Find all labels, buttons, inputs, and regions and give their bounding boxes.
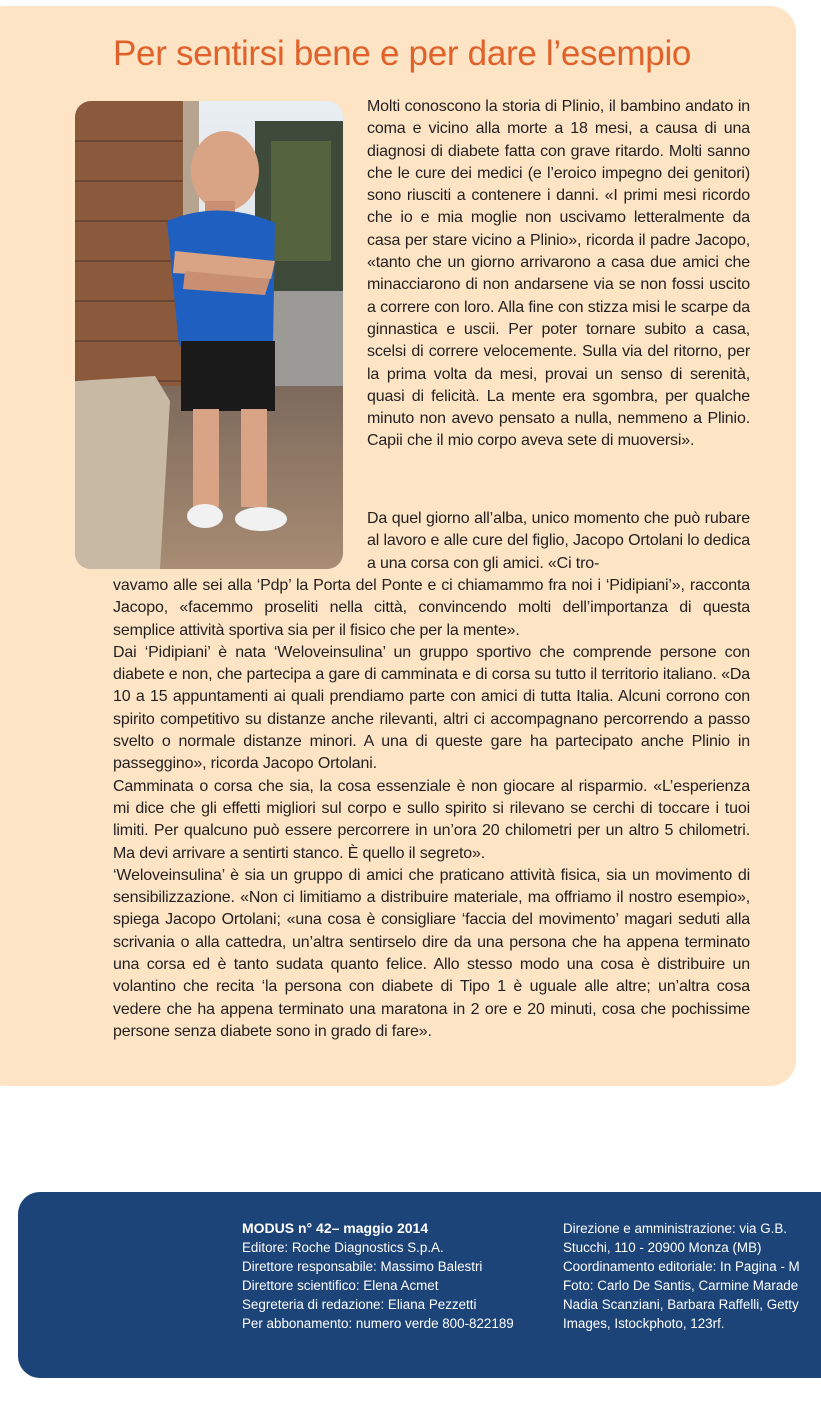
colophon-line: Segreteria di redazione: Eliana Pezzetti — [242, 1297, 477, 1312]
colophon-line: Editore: Roche Diagnostics S.p.A. — [242, 1240, 444, 1255]
colophon-column-left — [242, 1219, 557, 1333]
colophon-line: Direttore responsabile: Massimo Balestri — [242, 1259, 483, 1274]
colophon-line: Stucchi, 110 - 20900 Monza (MB) — [563, 1240, 762, 1255]
colophon-line: Nadia Scanziani, Barbara Raffelli, Getty — [563, 1297, 799, 1312]
article-paragraph: ‘Weloveinsulina’ è sia un gruppo di amici che praticano attività fisica, sia un movimento di sensibilizzazione. «Non ci limitiamo a distribuire materiale, ma offriamo il nostro esempio», spiega Jacopo Ortolani; «una cosa è consigliare ‘faccia del movimento’ magari seduti alla scrivania o alla cattedra, un’altra sentirselo dire da una persona che ha appena terminato una corsa ed è tanto sudata quanto felice. Allo stesso modo una cosa è distribuire un volantino che recita ‘la persona con diabete di Tipo 1 è uguale alle altre; un’altra cosa vedere che ha appena terminato una maratona in 2 ore e 20 minuti, cosa che pochissime persone senza diabete sono in grado di fare». — [113, 866, 750, 1040]
article-paragraph: Camminata o corsa che sia, la cosa essenziale è non giocare al risparmio. «L’esperienza mi dice che gli effetti migliori sul corpo e sullo spirito si rilevano se cerchi di toccare i tuoi limiti. Per qualcuno può essere percorrere in un’ora 20 chilometri per un altro 5 chilometri. Ma devi arrivare a sentirti stanco. È quello il segreto». — [113, 777, 750, 862]
colophon-line: Per abbonamento: numero verde 800-822189 — [242, 1316, 514, 1331]
article-paragraph: Dai ‘Pidipiani’ è nata ‘Weloveinsulina’ un gruppo sportivo che comprende persone con diabete e non, che partecipa a gare di camminata e di corsa su tutto il territorio italiano. «Da 10 a 15 appuntamenti ai quali prendiamo parte con amici di tutta Italia. Alcuni corrono con spirito competitivo su distanze anche rilevanti, altri ci accompagnano percorrendo a passo svelto o normale distanze minori. A una di queste gare ha partecipato anche Plinio in passeggino», ricorda Jacopo Ortolani. — [113, 643, 750, 773]
article-photo — [75, 101, 343, 569]
colophon-line: Images, Istockphoto, 123rf. — [563, 1316, 725, 1331]
colophon-line: Coordinamento editoriale: In Pagina - M — [563, 1259, 800, 1274]
article-title: Per sentirsi bene e per dare l’esempio — [113, 34, 692, 73]
colophon-line: Direttore scientifico: Elena Acmet — [242, 1278, 439, 1293]
article-column-right — [367, 96, 750, 453]
article-paragraph-wrap-start: Da quel giorno all’alba, unico momento che può rubare al lavoro e alle cure del figlio, Jacopo Ortolani lo dedica a una corsa con gli amici. «Ci tro- — [367, 510, 750, 572]
colophon-heading: MODUS n° 42– maggio 2014 — [242, 1220, 429, 1236]
article-paragraph: vavamo alle sei alla ‘Pdp’ la Porta del Ponte e ci chiamammo fra noi i ‘Pidipiani’», racconta Jacopo, «facemmo proseliti nella città, convincendo molti dell’importanza di questa semplice attività sportiva sia per il fisico che per la mente». — [113, 577, 750, 639]
colophon-column-right — [563, 1219, 821, 1333]
colophon-line: Direzione e amministrazione: via G.B. — [563, 1221, 788, 1236]
article-wrap-text — [367, 508, 750, 575]
article-column-full — [113, 575, 750, 1043]
colophon-line: Foto: Carlo De Santis, Carmine Marade — [563, 1278, 799, 1293]
article-paragraph: Molti conoscono la storia di Plinio, il bambino andato in coma e vicino alla morte a 18 mesi, a causa di una diagnosi di diabete fatta con grave ritardo. Molti sanno che le cure dei medici (e l’eroico impegno dei genitori) sono riusciti a contenere i danni. «I primi mesi ricordo che io e mia moglie non uscivamo letteralmente da casa per stare vicino a Plinio», ricorda il padre Jacopo, «tanto che un giorno arrivarono a casa due amici che minacciarono di non andarsene via se non fossi uscito a correre con loro. Alla fine con stizza misi le scarpe da ginnastica e uscii. Per poter tornare subito a casa, scelsi di correre velocemente. Sulla via del ritorno, per la prima volta da mesi, provai un senso di serenità, quasi di felicità. La mente era sgombra, per qualche minuto non avevo pensato a nulla, nemmeno a Plinio. Capii che il mio corpo aveva sete di muoversi». — [367, 98, 750, 450]
